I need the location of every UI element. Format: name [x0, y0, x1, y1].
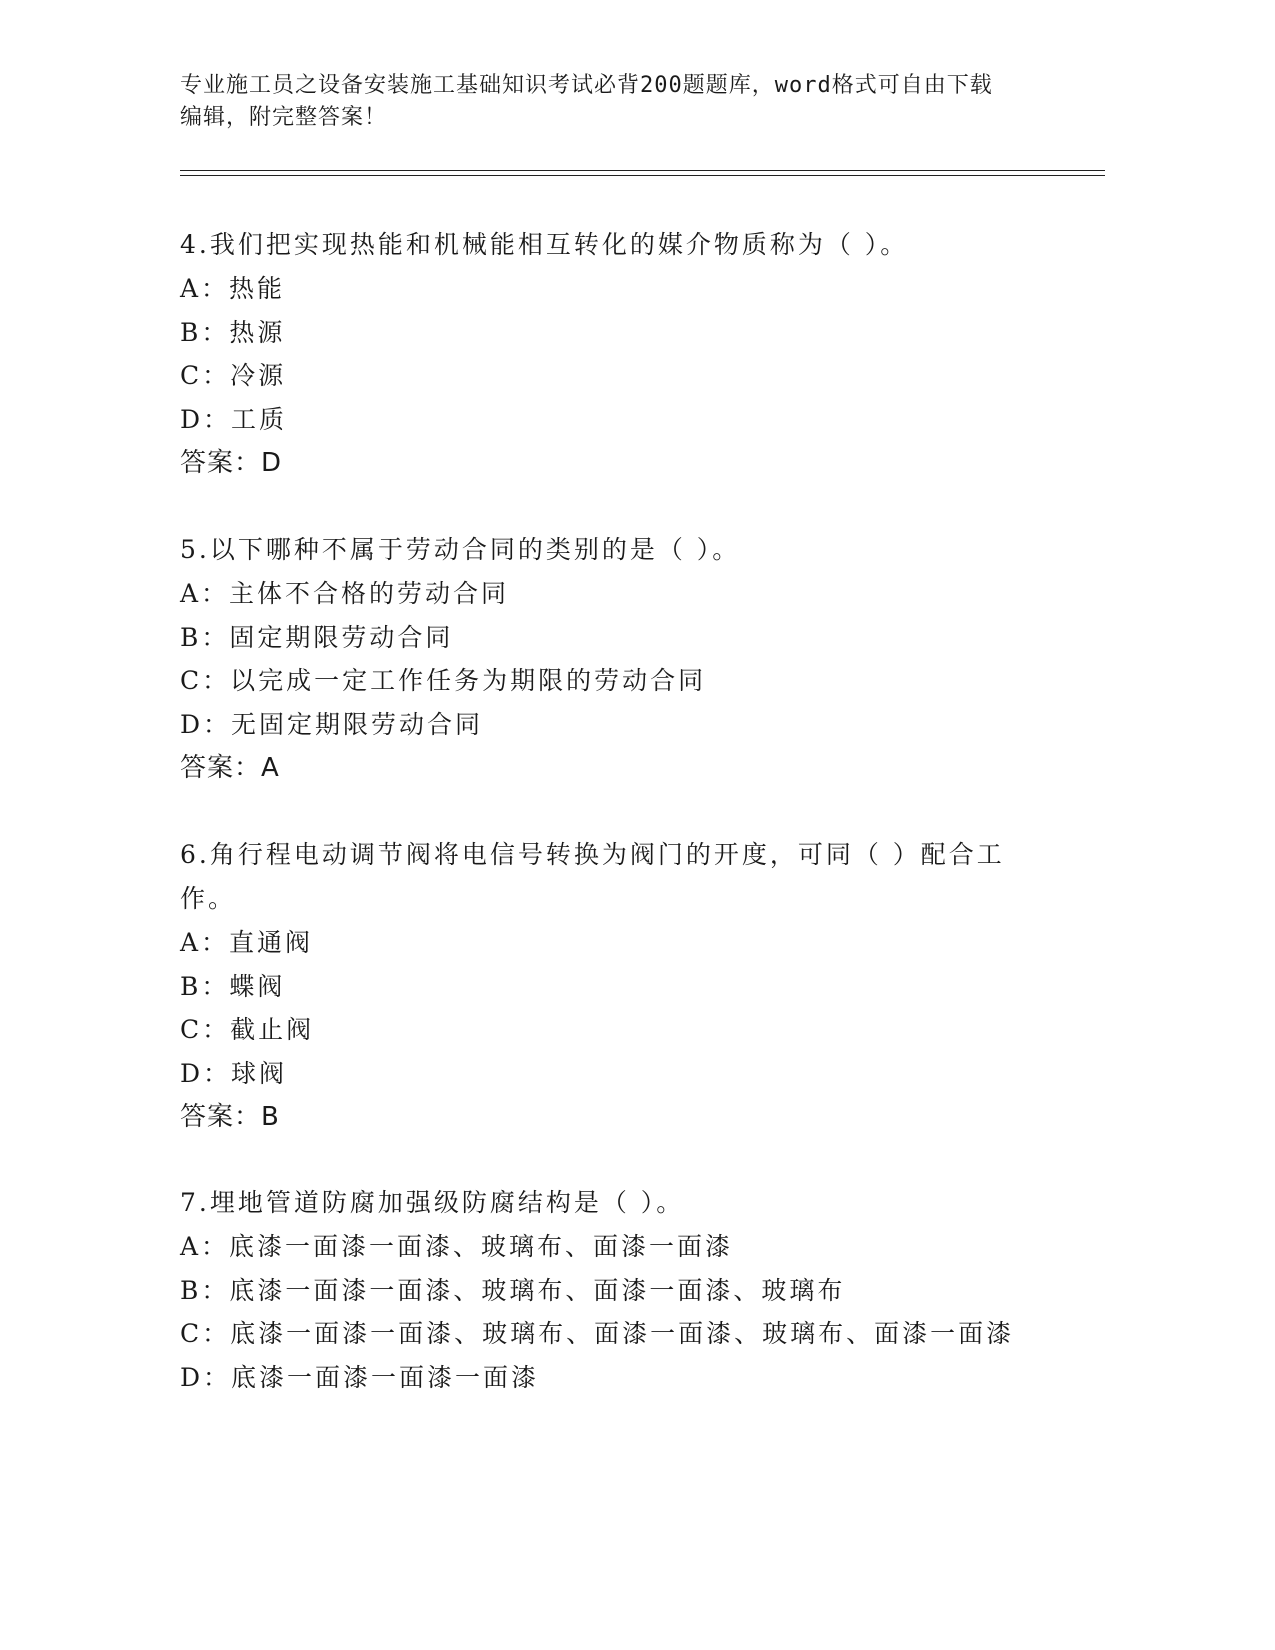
option-b: B：固定期限劳动合同	[180, 622, 454, 652]
option-b: B：蝶阀	[180, 971, 286, 1001]
question-4	[180, 223, 1080, 485]
question-stem: 5.以下哪种不属于劳动合同的类别的是（ ）。	[180, 535, 741, 564]
option-b: B：底漆一面漆一面漆、玻璃布、面漆一面漆、玻璃布	[180, 1275, 846, 1305]
document-header	[180, 70, 1040, 134]
question-6	[180, 833, 1080, 1139]
option-b: B：热源	[180, 317, 286, 347]
option-a: A：直通阀	[180, 928, 314, 957]
question-stem: 6.角行程电动调节阀将电信号转换为阀门的开度，可同（ ）配合工作。	[180, 840, 1005, 913]
header-divider-bottom	[180, 175, 1105, 176]
option-d: D：球阀	[180, 1058, 288, 1088]
answer: 答案：A	[180, 753, 280, 783]
option-a: A：主体不合格的劳动合同	[180, 579, 510, 608]
option-d: D：无固定期限劳动合同	[180, 709, 484, 739]
question-5	[180, 528, 1080, 790]
header-line-1: 专业施工员之设备安装施工基础知识考试必背200题题库，word格式可自由下载	[180, 73, 993, 98]
option-d: D：工质	[180, 404, 288, 434]
question-stem: 7.埋地管道防腐加强级防腐结构是（ ）。	[180, 1188, 685, 1217]
answer: 答案：D	[180, 448, 283, 478]
option-c: C：以完成一定工作任务为期限的劳动合同	[180, 666, 707, 695]
header-divider-top	[180, 170, 1105, 171]
option-c: C：冷源	[180, 361, 287, 390]
option-a: A：热能	[180, 274, 286, 303]
option-d: D：底漆一面漆一面漆一面漆	[180, 1362, 540, 1392]
question-7	[180, 1181, 1080, 1399]
option-a: A：底漆一面漆一面漆、玻璃布、面漆一面漆	[180, 1232, 734, 1261]
header-line-2: 编辑，附完整答案！	[180, 105, 388, 130]
option-c: C：底漆一面漆一面漆、玻璃布、面漆一面漆、玻璃布、面漆一面漆	[180, 1319, 1015, 1348]
question-stem: 4.我们把实现热能和机械能相互转化的媒介物质称为（ ）。	[180, 230, 909, 259]
option-c: C：截止阀	[180, 1015, 315, 1044]
answer: 答案：B	[180, 1102, 280, 1132]
